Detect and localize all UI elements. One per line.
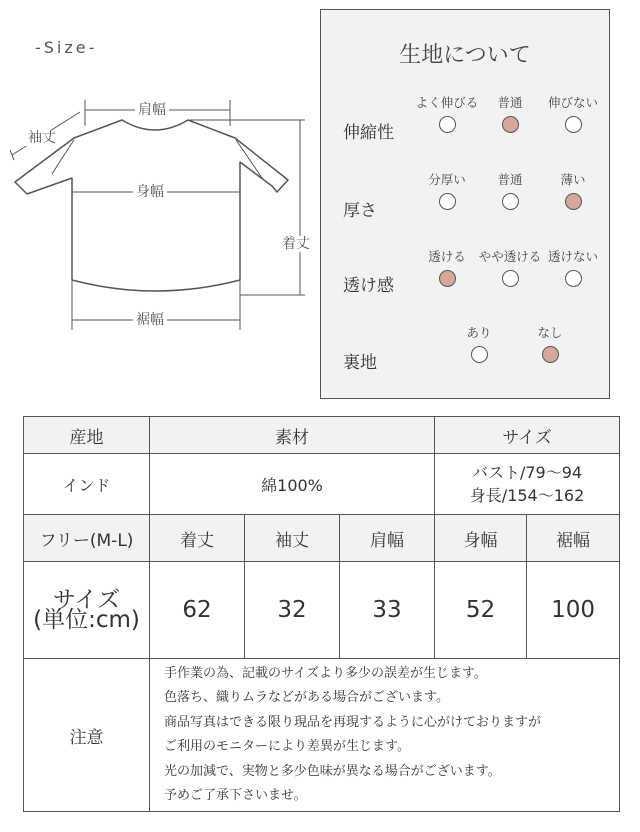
col-header-hem: 裾幅: [527, 515, 620, 562]
thickness-label: 厚さ: [343, 201, 377, 221]
stretch-option: 伸びない: [538, 95, 608, 133]
thickness-option: 薄い: [538, 172, 608, 210]
size-header: サイズ: [435, 417, 620, 454]
sheerness-option: やや透ける: [475, 249, 545, 287]
length-label: 着丈: [279, 236, 313, 252]
lining-label: 裏地: [343, 353, 377, 373]
size-unit-label: サイズ (単位:cm): [24, 562, 150, 659]
thickness-option: 普通: [475, 172, 545, 210]
radio-dot: [471, 346, 488, 363]
thickness-option: 分厚い: [412, 172, 482, 210]
radio-dot: [439, 193, 456, 210]
material-value: 綿100%: [150, 454, 435, 515]
size-fit-value: バスト/79〜94 身長/154〜162: [435, 454, 620, 515]
radio-dot-selected: [502, 116, 519, 133]
notes-label: 注意: [24, 659, 150, 812]
stretch-option: よく伸びる: [412, 95, 482, 133]
table-row: [24, 659, 620, 812]
radio-dot: [439, 116, 456, 133]
value-body-width: 52: [435, 562, 527, 659]
free-size-label: フリー(M-L): [24, 515, 150, 562]
sleeve-length-label: 袖丈: [25, 130, 59, 146]
sheerness-option: 透ける: [412, 249, 482, 287]
size-section-title: -Size-: [35, 38, 98, 57]
fabric-panel: [320, 9, 610, 399]
notes-text: 手作業の為、記載のサイズより多少の誤差が生じます。 色落ち、織りムラなどがある場合がございます。 商品写真はできる限り現品を再現するように心がけておりますが ご利用のモニターにより差異が生じます。 光の加減で、実物と多少色味が異なる場合がございます。 予めご了承下さいませ。: [150, 659, 620, 812]
shirt-outline-drawing: [0, 80, 320, 340]
table-row: [24, 417, 620, 454]
shoulder-width-label: 肩幅: [135, 102, 169, 118]
radio-dot-selected: [565, 193, 582, 210]
value-hem: 100: [527, 562, 620, 659]
radio-dot-selected: [439, 270, 456, 287]
spec-table: [23, 416, 620, 812]
garment-diagram: [0, 80, 320, 340]
col-header-length: 着丈: [150, 515, 245, 562]
stretch-label: 伸縮性: [343, 123, 394, 143]
radio-dot: [502, 270, 519, 287]
value-sleeve: 32: [245, 562, 340, 659]
col-header-sleeve: 袖丈: [245, 515, 340, 562]
origin-header: 産地: [24, 417, 150, 454]
material-header: 素材: [150, 417, 435, 454]
radio-dot: [565, 116, 582, 133]
sheerness-label: 透け感: [343, 276, 394, 296]
radio-dot-selected: [542, 346, 559, 363]
lining-option: あり: [444, 325, 514, 363]
table-row: [24, 515, 620, 562]
hem-width-label: 裾幅: [133, 312, 167, 328]
body-width-label: 身幅: [133, 184, 167, 200]
stretch-option: 普通: [475, 95, 545, 133]
col-header-body-width: 身幅: [435, 515, 527, 562]
table-row: [24, 454, 620, 515]
radio-dot: [565, 270, 582, 287]
radio-dot: [502, 193, 519, 210]
fabric-panel-title: 生地について: [399, 43, 531, 68]
value-shoulder: 33: [340, 562, 435, 659]
value-length: 62: [150, 562, 245, 659]
origin-value: インド: [24, 454, 150, 515]
sheerness-option: 透けない: [538, 249, 608, 287]
lining-option: なし: [515, 325, 585, 363]
col-header-shoulder: 肩幅: [340, 515, 435, 562]
table-row: [24, 562, 620, 659]
